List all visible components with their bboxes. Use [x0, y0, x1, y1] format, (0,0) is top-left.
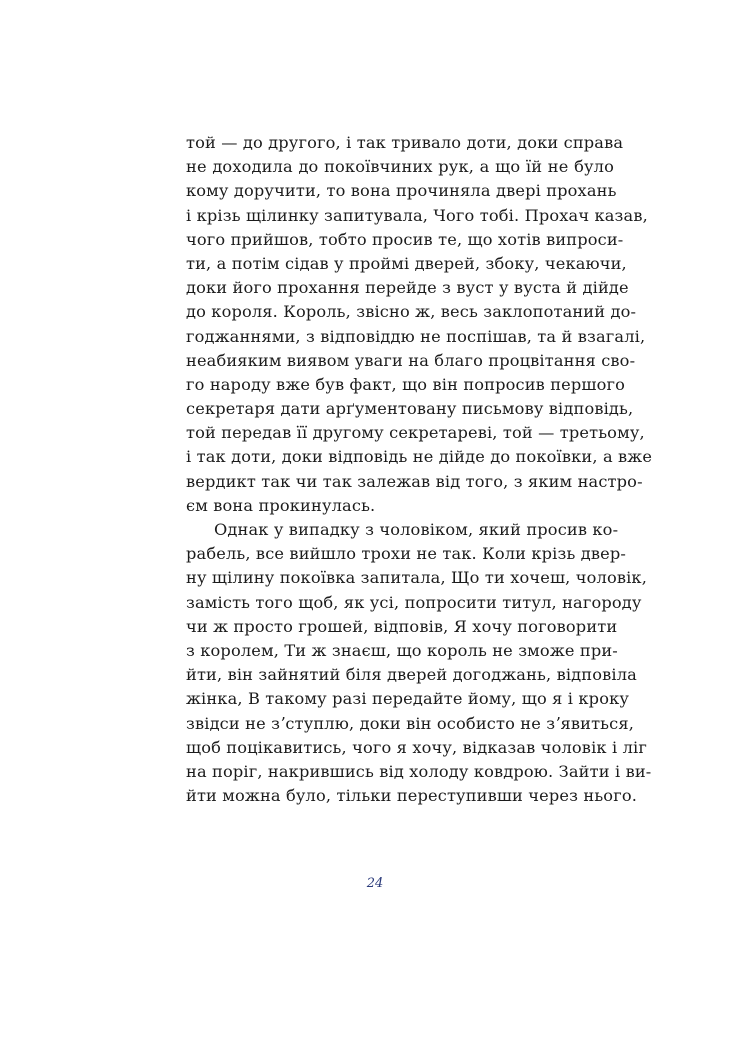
text-line: доки його прохання перейде з вуст у вуста й дійде	[186, 278, 629, 298]
text-line: і крізь щілинку запитувала, Чого тобі. Прохач казав,	[186, 205, 648, 225]
text-line: кому доручити, то вона прочиняла двері прохань	[186, 181, 617, 201]
text-line: ти, а потім сідав у проймі дверей, збоку, чекаючи,	[186, 253, 627, 273]
text-line: рабель, все вийшло трохи не так. Коли крізь двер-	[186, 544, 626, 564]
text-line: секретаря дати арґументовану письмову відповідь,	[186, 399, 634, 419]
text-line: чого прийшов, тобто просив те, що хотів випроси-	[186, 229, 624, 249]
text-line: щоб поцікавитись, чого я хочу, відказав чоловік і ліг	[186, 737, 647, 757]
page-number: 24	[366, 876, 384, 891]
text-line: той передав її другому секретареві, той — третьому,	[186, 423, 645, 443]
text-line: з королем, Ти ж знаєш, що король не зможе при-	[186, 640, 618, 660]
text-line: на поріг, накрившись від холоду ковдрою. Зайти і ви-	[186, 761, 652, 781]
text-line: ну щілину покоївка запитала, Що ти хочеш, чоловік,	[186, 568, 647, 588]
paragraph-2	[186, 518, 652, 808]
text-line: чи ж просто грошей, відповів, Я хочу поговорити	[186, 616, 618, 636]
text-line: до короля. Король, звісно ж, весь заклопотаний до-	[186, 302, 637, 322]
text-line: Однак у випадку з чоловіком, який просив ко-	[214, 520, 619, 539]
text-line: жінка, В такому разі передайте йому, що я і кроку	[186, 689, 630, 709]
text-line: вердикт так чи так залежав від того, з яким настро-	[186, 471, 643, 491]
text-line: годжаннями, з відповіддю не поспішав, та й взагалі,	[186, 326, 646, 346]
paragraph-1	[186, 131, 653, 518]
text-line: неабияким виявом уваги на благо процвітання сво-	[186, 350, 636, 370]
body-text	[186, 131, 653, 808]
text-line: замість того щоб, як усі, попросити титул, нагороду	[186, 592, 642, 612]
text-line: єм вона прокинулась.	[186, 495, 376, 515]
text-line: йти, він зайнятий біля дверей догоджань, відповіла	[186, 665, 637, 685]
text-line: не доходила до покоївчиних рук, а що їй не було	[186, 157, 614, 177]
text-line: го народу вже був факт, що він попросив першого	[186, 374, 626, 394]
text-line: йти можна було, тільки переступивши через нього.	[186, 786, 638, 806]
text-line: і так доти, доки відповідь не дійде до покоївки, а вже	[186, 447, 653, 467]
text-line: той — до другого, і так тривало доти, доки справа	[186, 133, 624, 152]
text-line: звідси не зʼступлю, доки він особисто не зʼявиться,	[186, 713, 635, 733]
